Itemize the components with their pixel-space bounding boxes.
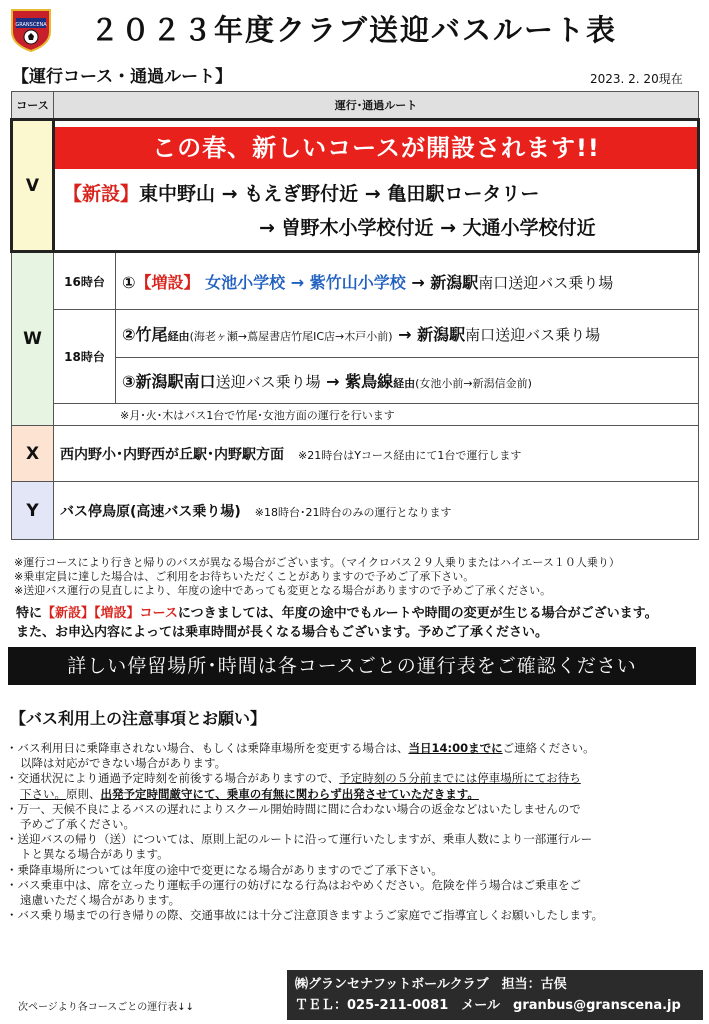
next-page-note: 次ページより各コースごとの運行表↓↓ bbox=[18, 1002, 195, 1013]
w2-b: 経由 bbox=[167, 330, 190, 343]
schedule-banner: 詳しい停留場所･時間は各コースごとの運行表をご確認ください bbox=[8, 647, 696, 685]
note-2: ※乗車定員に達した場合は、ご利用をお待ちいただくことがありますので予めご了承下さい。 bbox=[14, 570, 475, 583]
mail-address: granbus@granscena.jp bbox=[513, 998, 681, 1013]
time-16: 16時台 bbox=[54, 252, 116, 310]
caution-1: ・バス利用日に乗降車されない場合、もしくは乗降車場所を変更する場合は、当日14:00までにご連絡ください。 bbox=[6, 741, 595, 755]
caution-2b: 下さい。原則、出発予定時間厳守にて、乗車の有無に関わらず出発させていただきます。 bbox=[20, 786, 479, 801]
caution-6: ・バス乗車中は、席を立ったり運転手の運行の妨げになる行為はおやめください。危険を伴う場合はご乗車をご bbox=[6, 877, 581, 892]
w1-stop-d: 南口送迎バス乗り場 bbox=[478, 273, 614, 292]
v-route-line1 bbox=[63, 177, 697, 211]
w-route-3 bbox=[116, 358, 699, 404]
w3-e: (女池小前→新潟信金前) bbox=[415, 377, 532, 390]
w2-a: ②竹尾 bbox=[122, 325, 168, 344]
table-row-w-16 bbox=[12, 252, 699, 310]
x-route-text: 西内野小･内野西が丘駅･内野駅方面 bbox=[60, 446, 284, 463]
time-18: 18時台 bbox=[54, 310, 116, 404]
course-v-body bbox=[54, 120, 699, 252]
caution-4: ・送迎バスの帰り（送）については、原則上記のルートに沿って運行いたしますが、乗車人数により一部運行ルー bbox=[6, 832, 593, 847]
v-route-text1: 東中野山 → もえぎ野付近 → 亀田駅ロータリー bbox=[139, 182, 540, 205]
caution-4b: トと異なる場合があります。 bbox=[20, 847, 169, 862]
table-row-w-18b bbox=[12, 358, 699, 404]
table-row-w-18a bbox=[12, 310, 699, 358]
v-route-line2: → 曽野木小学校付近 → 大通小学校付近 bbox=[259, 216, 596, 239]
table-row-v bbox=[12, 120, 699, 252]
y-note: ※18時台･21時台のみの運行となります bbox=[254, 505, 452, 519]
w-route-1 bbox=[116, 252, 699, 310]
table-row-x bbox=[12, 426, 699, 482]
mail-label: メール bbox=[461, 998, 501, 1013]
notice-line2: また、お申込内容によっては乗車時間が長くなる場合もございます。予めご了承ください。 bbox=[16, 625, 548, 640]
caution-3b: 予めご了承ください。 bbox=[20, 817, 135, 832]
route-num-1: ① bbox=[122, 272, 136, 292]
course-label-w: W bbox=[12, 252, 54, 426]
w1-stop-b: 紫竹山小学校 bbox=[309, 272, 406, 292]
table-row-w-note bbox=[12, 404, 699, 426]
route-table bbox=[10, 91, 700, 540]
y-route bbox=[54, 482, 699, 540]
w3-b: 送迎バス乗り場 bbox=[215, 373, 321, 391]
contact-box bbox=[287, 970, 703, 1020]
notice-l1c: につきましては、年度の途中でもルートや時間の変更が生じる場合がございます。 bbox=[177, 606, 658, 621]
as-of-date: 2023. 2. 20現在 bbox=[590, 72, 683, 86]
course-label-x: X bbox=[12, 426, 54, 482]
tel-label: ＴＥＬ： bbox=[295, 998, 348, 1013]
caution-1b: 以降は対応ができない場合があります。 bbox=[20, 756, 227, 771]
contact-line bbox=[295, 995, 695, 1016]
notice-l1a: 特に bbox=[16, 606, 43, 621]
caution-6b: 遠慮いただく場合があります。 bbox=[20, 893, 181, 908]
added-tag: 【増設】 bbox=[135, 272, 200, 292]
svg-text:GRANSCENA: GRANSCENA bbox=[15, 22, 47, 28]
header-course: コース bbox=[12, 92, 54, 120]
course-label-v: V bbox=[12, 120, 54, 252]
w-route-2 bbox=[116, 310, 699, 358]
note-3: ※送迎バス運行の見直しにより、年度の途中であっても変更となる場合がありますので予めご了承ください。 bbox=[14, 584, 552, 597]
y-route-text: バス停鳥原(高速バス乗り場) bbox=[60, 503, 241, 520]
caution-7: ・バス乗り場までの行き帰りの際、交通事故には十分ご注意頂きますようご家庭でご指導宜しくお願いしたします。 bbox=[6, 908, 604, 923]
section-heading-cautions: 【バス利用上の注意事項とお願い】 bbox=[10, 709, 267, 728]
course-label-y: Y bbox=[12, 482, 54, 540]
caution-5: ・乗降車場所については年度の途中で変更になる場合がありますのでご了承下さい。 bbox=[6, 862, 443, 877]
table-notes bbox=[14, 556, 620, 598]
w-note: ※月･火･木はバス1台で竹尾･女池方面の運行を行います bbox=[54, 404, 699, 426]
notice-line1 bbox=[16, 604, 658, 623]
important-notice bbox=[16, 604, 658, 642]
page-title: ２０２３年度クラブ送迎バスルート表 bbox=[90, 13, 618, 47]
w2-c: (海老ヶ瀬→蔦屋書店竹尾IC店→木戸小前) bbox=[189, 330, 393, 343]
caution-list bbox=[6, 741, 706, 923]
w3-c: → 紫鳥線 bbox=[326, 372, 394, 391]
w3-d: 経由 bbox=[393, 377, 416, 390]
x-route bbox=[54, 426, 699, 482]
caution-2: ・交通状況により通過予定時刻を前後する場合がありますので、予定時刻の５分前までには停車場所にてお待ち bbox=[6, 771, 581, 786]
table-row-y bbox=[12, 482, 699, 540]
w3-a: ③新潟駅南口 bbox=[122, 372, 216, 391]
new-tag: 【新設】 bbox=[63, 182, 140, 205]
note-1: ※運行コースにより行きと帰りのバスが異なる場合がございます。（マイクロバス２９人乗りまたはハイエース１０人乗り） bbox=[14, 556, 620, 569]
tel-number: 025-211-0081 bbox=[347, 998, 449, 1013]
new-course-banner: この春、新しいコースが開設されます!! bbox=[55, 127, 697, 169]
w1-stop-a: 女池小学校 bbox=[205, 272, 286, 292]
notice-l1b: 【新設】【増設】コース bbox=[42, 606, 178, 621]
caution-3: ・万一、天候不良によるバスの遅れによりスクール開始時間に間に合わない場合の返金などはいたしませんので bbox=[6, 801, 581, 816]
club-contact: ㈱グランセナフットボールクラブ 担当：古俣 bbox=[295, 977, 567, 992]
w1-stop-c: → 新潟駅 bbox=[411, 272, 479, 292]
table-header bbox=[12, 92, 699, 120]
club-logo bbox=[8, 6, 54, 52]
x-note: ※21時台はYコース経由にて1台で運行します bbox=[298, 448, 522, 462]
w2-d: → 新潟駅 bbox=[398, 325, 466, 344]
section-heading-routes: 【運行コース・通過ルート】 bbox=[12, 67, 233, 87]
header-route: 運行･通過ルート bbox=[54, 92, 699, 120]
w1-arrow: → bbox=[290, 272, 305, 292]
w2-e: 南口送迎バス乗り場 bbox=[465, 326, 601, 344]
